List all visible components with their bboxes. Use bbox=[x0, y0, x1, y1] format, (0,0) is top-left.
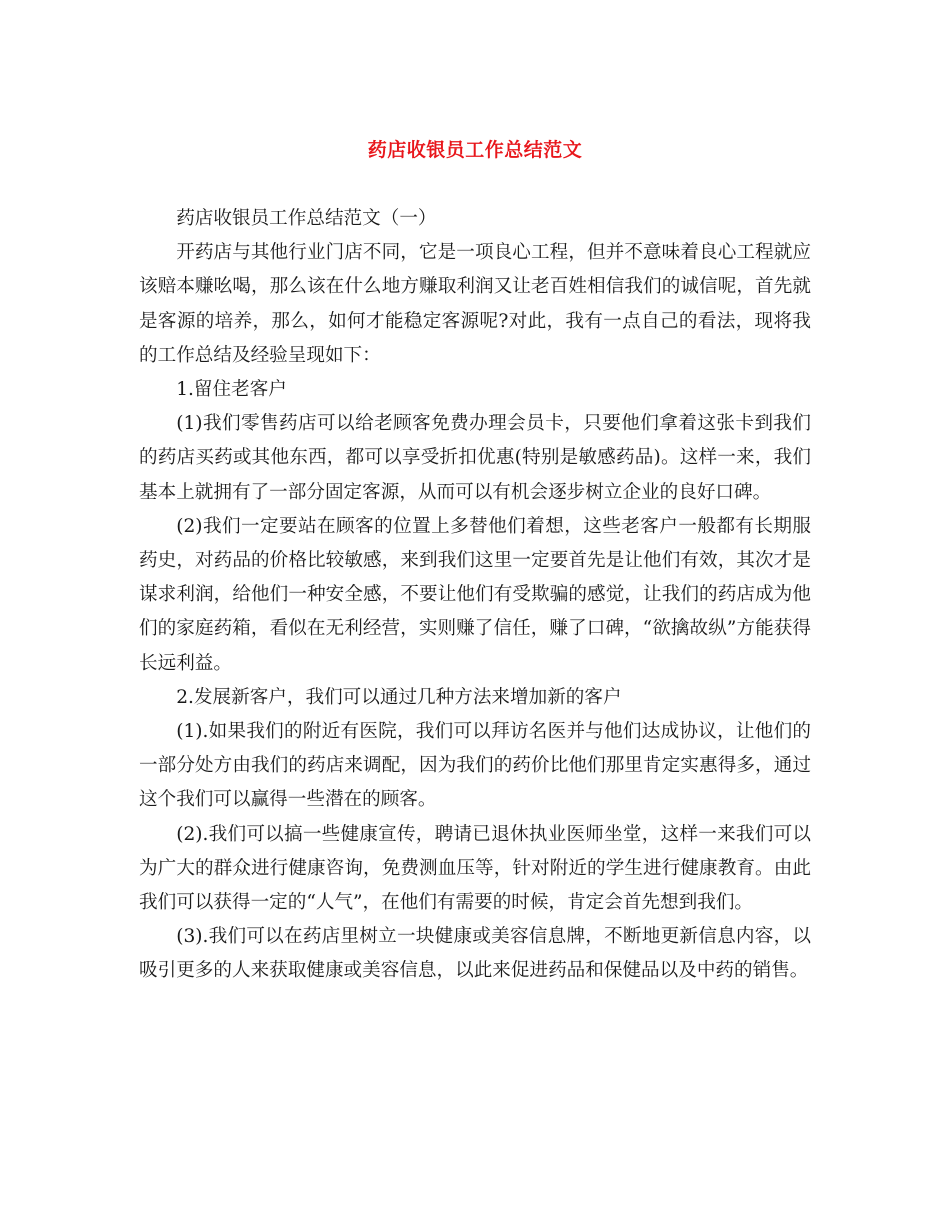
paragraph-health-promotion: (2).我们可以搞一些健康宣传，聘请已退休执业医师坐堂，这样一来我们可以为广大的群众进行健康咨询，免费测血压等，针对附近的学生进行健康教育。由此我们可以获得一定的“人气”，在他们有需要的时候，肯定会首先想到我们。 bbox=[139, 823, 811, 914]
paragraph-subtitle: 药店收银员工作总结范文（一） bbox=[176, 208, 437, 229]
paragraph-info-board: (3).我们可以在药店里树立一块健康或美容信息牌，不断地更新信息内容，以吸引更多的人来获取健康或美容信息，以此来促进药品和保健品以及中药的销售。 bbox=[139, 926, 811, 982]
section-heading-retain-customers: 1.留住老客户 bbox=[176, 379, 287, 401]
document-title: 药店收银员工作总结范文 bbox=[367, 139, 583, 161]
section-heading-new-customers: 2.发展新客户，我们可以通过几种方法来增加新的客户 bbox=[176, 686, 622, 708]
document-body bbox=[139, 202, 811, 989]
paragraph-membership-card: (1)我们零售药店可以给老顾客免费办理会员卡，只要他们拿着这张卡到我们的药店买药或其他东西，都可以享受折扣优惠(特别是敏感药品)。这样一来，我们基本上就拥有了一部分固定客源，从而可以有机会逐步树立企业的良好口碑。 bbox=[139, 413, 811, 503]
paragraph-intro: 开药店与其他行业门店不同，它是一项良心工程，但并不意味着良心工程就应该赔本赚吆喝，那么该在什么地方赚取利润又让老百姓相信我们的诚信呢，首先就是客源的培养，那么，如何才能稳定客源呢?对此，我有一点自己的看法，现将我的工作总结及经验呈现如下： bbox=[139, 242, 811, 366]
paragraph-customer-care: (2)我们一定要站在顾客的位置上多替他们着想，这些老客户一般都有长期服药史，对药品的价格比较敏感，来到我们这里一定要首先是让他们有效，其次才是谋求利润，给他们一种安全感，不要让他们有受欺骗的感觉，让我们的药店成为他们的家庭药箱，看似在无利经营，实则赚了信任，赚了口碑，“欲擒故纵”方能获得长远利益。 bbox=[139, 515, 811, 674]
paragraph-hospital-partnership: (1).如果我们的附近有医院，我们可以拜访名医并与他们达成协议，让他们的一部分处方由我们的药店来调配，因为我们的药价比他们那里肯定实惠得多，通过这个我们可以赢得一些潜在的顾客。 bbox=[139, 721, 811, 811]
